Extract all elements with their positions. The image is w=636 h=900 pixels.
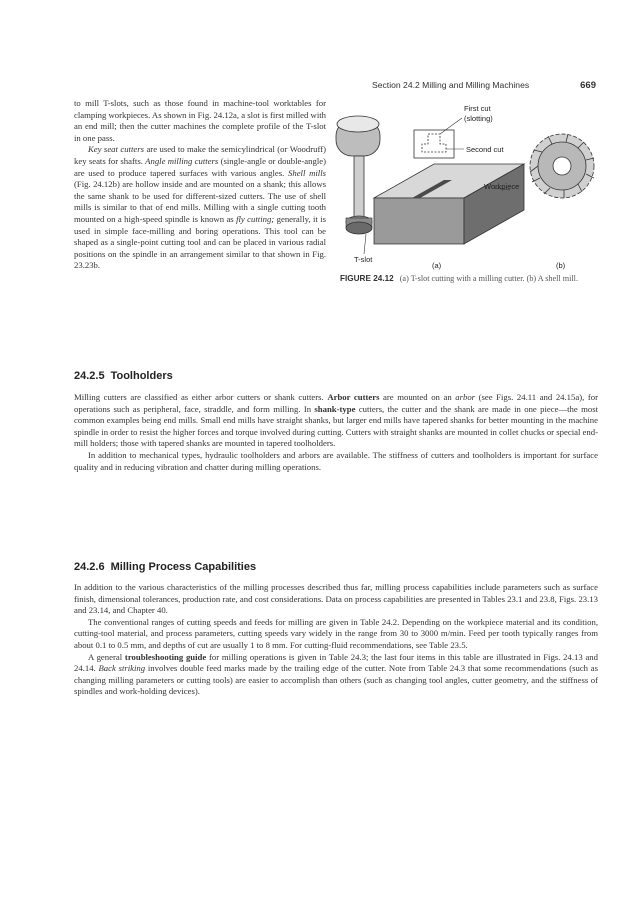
paragraph-text: A general: [88, 651, 125, 662]
term: fly cutting;: [236, 213, 275, 224]
paragraph-text: are used to make the semicylindrical (or Woodruff) key seats for shafts.: [74, 144, 326, 166]
paragraph: In addition to the various characteristics of the milling processes described thus far, milling process capabilities include parameters such as surface finish, dimensional tolerances, production rate, and cost considerations. Data on process capabilities are presented in Tables 23.1 and 23.8, Figs. 23.13 and 23.14, and Chapter 40.: [74, 582, 598, 616]
paragraph-text: for milling operations is given in Table 24.3; the last four items in this table are illustrated in Figs. 24.13 and 24.14.: [74, 651, 598, 674]
section-heading-toolholders: [74, 370, 173, 382]
paragraph-text: to mill T-slots, such as those found in machine-tool worktables for clamping workpieces. As shown in Fig. 24.12a, a slot is first milled with an end mill; then the cutter machines the complete profile of the T-slot in one pass.: [74, 98, 326, 143]
paragraph: In addition to mechanical types, hydraulic toolholders and arbors are available. The stiffness of cutters and toolholders is important for surface quality and in reducing vibration and chatter during milling operations.: [74, 449, 598, 472]
label-workpiece: Workpiece: [484, 182, 520, 191]
paragraph-text: involves double feed marks made by the trailing edge of the cutter. Note from Table 24.3 that some recommendations (such as changing milling parameters or cutting tools) are easier to accomplish than others (such as changing tool angles, cutter geometry, and the stiffness of spindles and work-holding devices).: [74, 663, 598, 697]
section-title: Toolholders: [110, 370, 173, 382]
paragraph-text: generally, it is used in simple face-milling and boring operations. This tool can be shaped as a single-point cutting tool and can be placed in various radial positions on the spindle in an arrangement similar to that shown in Fig. 23.23b.: [74, 213, 326, 271]
section-number: 24.2.6: [74, 561, 105, 573]
shell-mill-illustration: [530, 134, 594, 198]
term: troubleshooting guide: [124, 651, 207, 662]
paragraph-text: (Fig. 24.12b) are hollow inside and are mounted on a shank; this allows the same shank to be used for different-sized cutters. The use of shell mills is similar to that of end mills. Milling with a single cutting tooth mounted on a high-speed spindle is known as: [74, 179, 326, 224]
paragraph-text: (see Figs. 24.11 and 24.15a), for operations such as peripheral, face, straddle, and form milling. In: [74, 392, 598, 414]
section-heading-capabilities: [74, 561, 256, 573]
term: arbor: [455, 392, 476, 402]
term: Back striking: [98, 663, 146, 674]
paragraph-text: (single-angle or double-angle) are used to produce tapered surfaces with various angles.: [74, 155, 326, 178]
figure-caption: [340, 274, 598, 285]
paragraph: [74, 144, 326, 272]
paragraph: [74, 98, 326, 144]
term: Key seat cutters: [88, 144, 145, 155]
figure-caption-text: (a) T-slot cutting with a milling cutter. (b) A shell mill.: [399, 274, 578, 283]
page-number: 669: [580, 80, 596, 91]
section-title: Milling Process Capabilities: [110, 561, 257, 573]
term: Shell mills: [288, 167, 326, 178]
label-t-slot: T-slot: [354, 255, 373, 264]
label-slotting: (slotting): [464, 114, 493, 123]
figure-caption-label: FIGURE 24.12: [340, 274, 394, 283]
paragraph-text: cutters, the cutter and the shank are made in one piece—the most common examples being end mills. Small end mills have straight shanks, but larger end mills have tapered shanks for better mounting in the machine spindle in order to resist the higher forces and torque involved during cutting. Cutters with straight shanks are mounted in collet chucks or special end-mill holders; those with tapered shanks are mounted in tapered toolholders.: [74, 403, 598, 449]
paragraph-text: are mounted on an: [379, 392, 456, 402]
label-first-cut: First cut: [464, 104, 491, 113]
label-panel-a: (a): [432, 261, 442, 270]
section-running-title: Section 24.2 Milling and Milling Machines: [372, 80, 530, 90]
paragraph: [74, 652, 598, 698]
label-second-cut: Second cut: [466, 145, 504, 154]
label-panel-b: (b): [556, 261, 566, 270]
paragraph-text: Milling cutters are classified as either arbor cutters or shank cutters.: [74, 392, 328, 402]
term: Arbor cutters: [327, 392, 380, 402]
paragraph: [74, 392, 598, 450]
section-24-2-6-body: [74, 582, 598, 698]
running-header: [372, 80, 596, 94]
section-number: 24.2.5: [74, 370, 105, 382]
figure-24-12: [334, 94, 604, 270]
section-24-2-5-body: [74, 392, 598, 473]
term: shank-type: [314, 403, 356, 414]
left-column-text: [74, 98, 326, 272]
term: Angle milling cutters: [145, 155, 219, 166]
paragraph: The conventional ranges of cutting speeds and feeds for milling are given in Table 24.2. Depending on the workpiece material and its condition, cutting-tool material, and process parameters, cutting speeds vary widely in the range from 30 to 3000 m/min. Feed per tooth typically ranges from about 0.1 to 0.5 mm, and depths of cut are usually 1 to 8 mm. For cutting-fluid recommendations, see Table 23.5.: [74, 616, 598, 650]
